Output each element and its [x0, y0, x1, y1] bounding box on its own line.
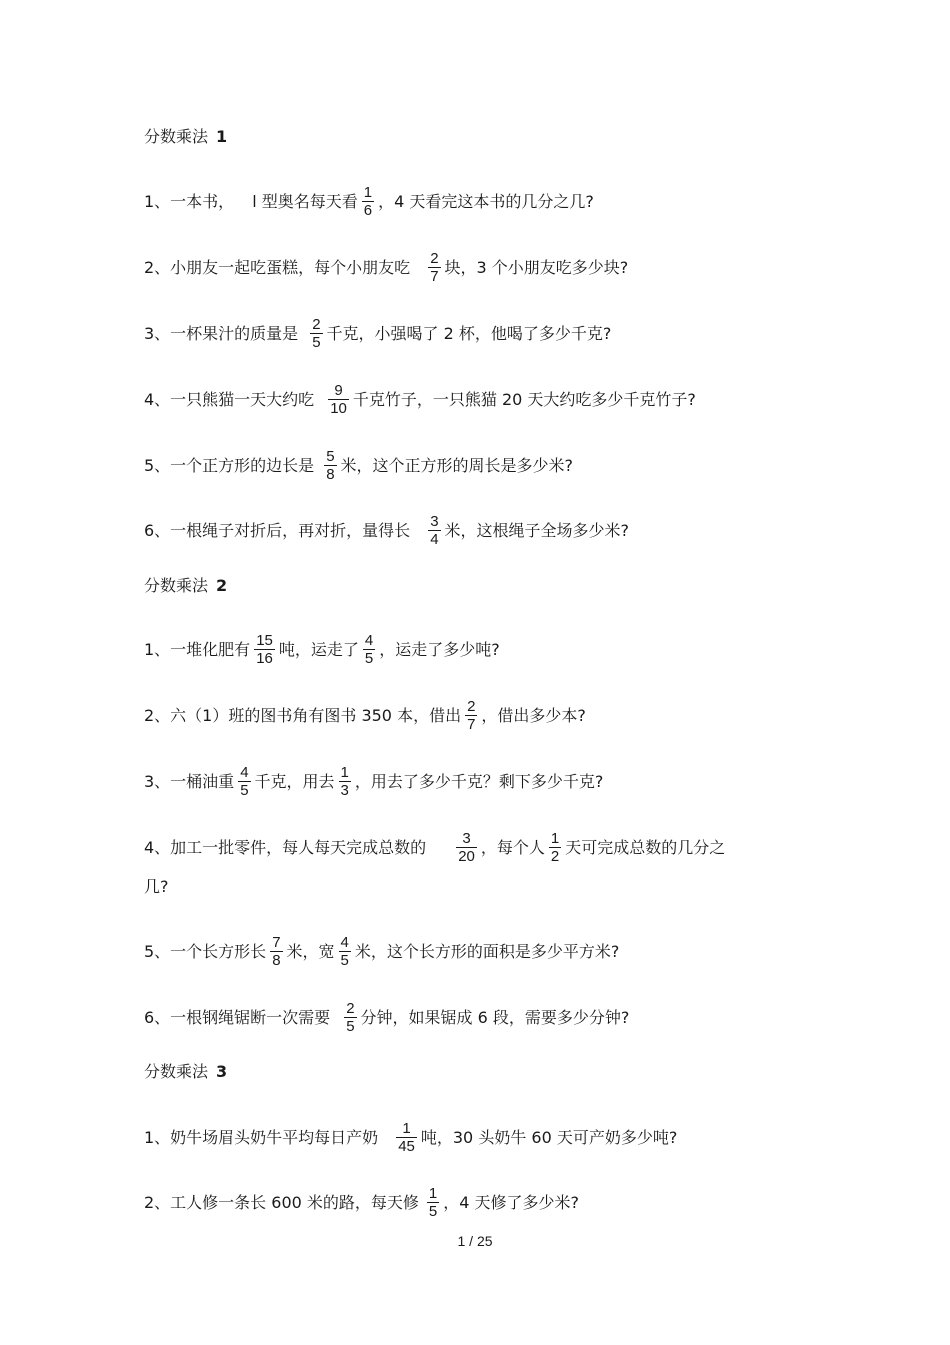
problem-2-2 [144, 698, 586, 733]
fraction: $\frac{1}{3}$ [340, 764, 349, 799]
problem-2-4-continued [144, 877, 169, 897]
problem-text: 千克，用去 [254, 771, 335, 791]
fraction: $\frac{15}{16}$ [256, 632, 273, 667]
problem-1-4 [144, 382, 696, 417]
problem-text: 5、一个长方形长 [144, 941, 267, 961]
fraction: $\frac{7}{8}$ [272, 934, 281, 969]
section-number: 2 [216, 576, 228, 595]
fraction: $\frac{9}{10}$ [330, 382, 347, 417]
problem-text: ，4 天看完这本书的几分之几? [378, 191, 594, 211]
problem-text: 4、一只熊猫一天大约吃 [144, 389, 315, 409]
problem-text: 1、一堆化肥有 [144, 639, 251, 659]
problem-text: 2、工人修一条长 600 米的路，每天修 [144, 1192, 419, 1212]
problem-text: 米，这个长方形的面积是多少平方米? [354, 941, 620, 961]
fraction: $\frac{5}{8}$ [326, 448, 335, 483]
section-number: 3 [216, 1062, 228, 1081]
problem-text: 5、一个正方形的边长是 [144, 455, 315, 475]
problem-text: 分钟，如果锯成 6 段，需要多少分钟? [360, 1007, 630, 1027]
problem-text: 几? [144, 877, 169, 896]
problem-2-6 [144, 1000, 629, 1035]
section-number: 1 [216, 127, 228, 146]
problem-1-5 [144, 448, 573, 483]
problem-text: 米，这个正方形的周长是多少米? [340, 455, 574, 475]
fraction: $\frac{4}{5}$ [364, 632, 374, 667]
problem-text: ，用去了多少千克？剩下多少千克? [354, 771, 604, 791]
fraction: $\frac{1}{2}$ [550, 830, 560, 865]
problem-text: 2、六（1）班的图书角有图书 350 本，借出 [144, 705, 462, 725]
problem-text: 吨，运走了 [278, 639, 359, 659]
problem-text: 吨，30 头奶牛 60 天可产奶多少吨? [420, 1127, 678, 1147]
problem-text: ，每个人 [480, 837, 545, 857]
fraction: $\frac{1}{6}$ [363, 184, 373, 219]
problem-2-3 [144, 764, 603, 799]
problem-text: l 型奥名每天看 [252, 191, 358, 211]
problem-text: 2、小朋友一起吃蛋糕，每个小朋友吃 [144, 257, 411, 277]
section-title: 分数乘法 [144, 576, 209, 595]
problem-text: 3、一杯果汁的质量是 [144, 323, 299, 343]
section-3-heading [144, 1062, 227, 1082]
page-number: 1 / 25 [457, 1233, 493, 1249]
problem-text: 千克，小强喝了 2 杯，他喝了多少千克? [326, 323, 612, 343]
section-title: 分数乘法 [144, 127, 209, 146]
fraction: $\frac{2}{5}$ [346, 1000, 355, 1035]
fraction: $\frac{2}{7}$ [430, 250, 439, 285]
problem-text: ，借出多少本? [481, 705, 586, 725]
section-2-heading [144, 576, 227, 596]
problem-2-1 [144, 632, 500, 667]
problem-text: 块，3 个小朋友吃多少块? [444, 257, 629, 277]
fraction: $\frac{3}{4}$ [430, 513, 439, 548]
problem-text: 米，这根绳子全场多少米? [444, 520, 630, 540]
problem-text: 4、加工一批零件，每人每天完成总数的 [144, 837, 427, 857]
section-1-heading [144, 127, 227, 147]
problem-text: 1、奶牛场眉头奶牛平均每日产奶 [144, 1127, 379, 1147]
problem-2-5 [144, 934, 619, 969]
fraction: $\frac{4}{5}$ [240, 764, 249, 799]
problem-text: 1、一本书， [144, 191, 235, 211]
fraction: $\frac{1}{5}$ [428, 1185, 438, 1220]
problem-text: ，运走了多少吨? [379, 639, 500, 659]
problem-3-2 [144, 1185, 579, 1220]
problem-2-4 [144, 830, 725, 865]
problem-text: 天可完成总数的几分之 [565, 837, 726, 857]
problem-1-2 [144, 250, 628, 285]
fraction: $\frac{4}{5}$ [340, 934, 349, 969]
fraction: $\frac{3}{20}$ [458, 830, 475, 865]
fraction: $\frac{1}{45}$ [398, 1120, 415, 1155]
problem-text: 6、一根钢绳锯断一次需要 [144, 1007, 331, 1027]
problem-3-1 [144, 1120, 677, 1155]
problem-text: 千克竹子，一只熊猫 20 天大约吃多少千克竹子? [352, 389, 696, 409]
section-title: 分数乘法 [144, 1062, 209, 1081]
problem-text: ，4 天修了多少米? [443, 1192, 580, 1212]
problem-text: 6、一根绳子对折后，再对折，量得长 [144, 520, 411, 540]
problem-1-1 [144, 184, 594, 219]
fraction: $\frac{2}{5}$ [312, 316, 321, 351]
problem-text: 米，宽 [286, 941, 335, 961]
fraction: $\frac{2}{7}$ [467, 698, 476, 733]
problem-1-6 [144, 513, 629, 548]
problem-text: 3、一桶油重 [144, 771, 235, 791]
problem-1-3 [144, 316, 611, 351]
